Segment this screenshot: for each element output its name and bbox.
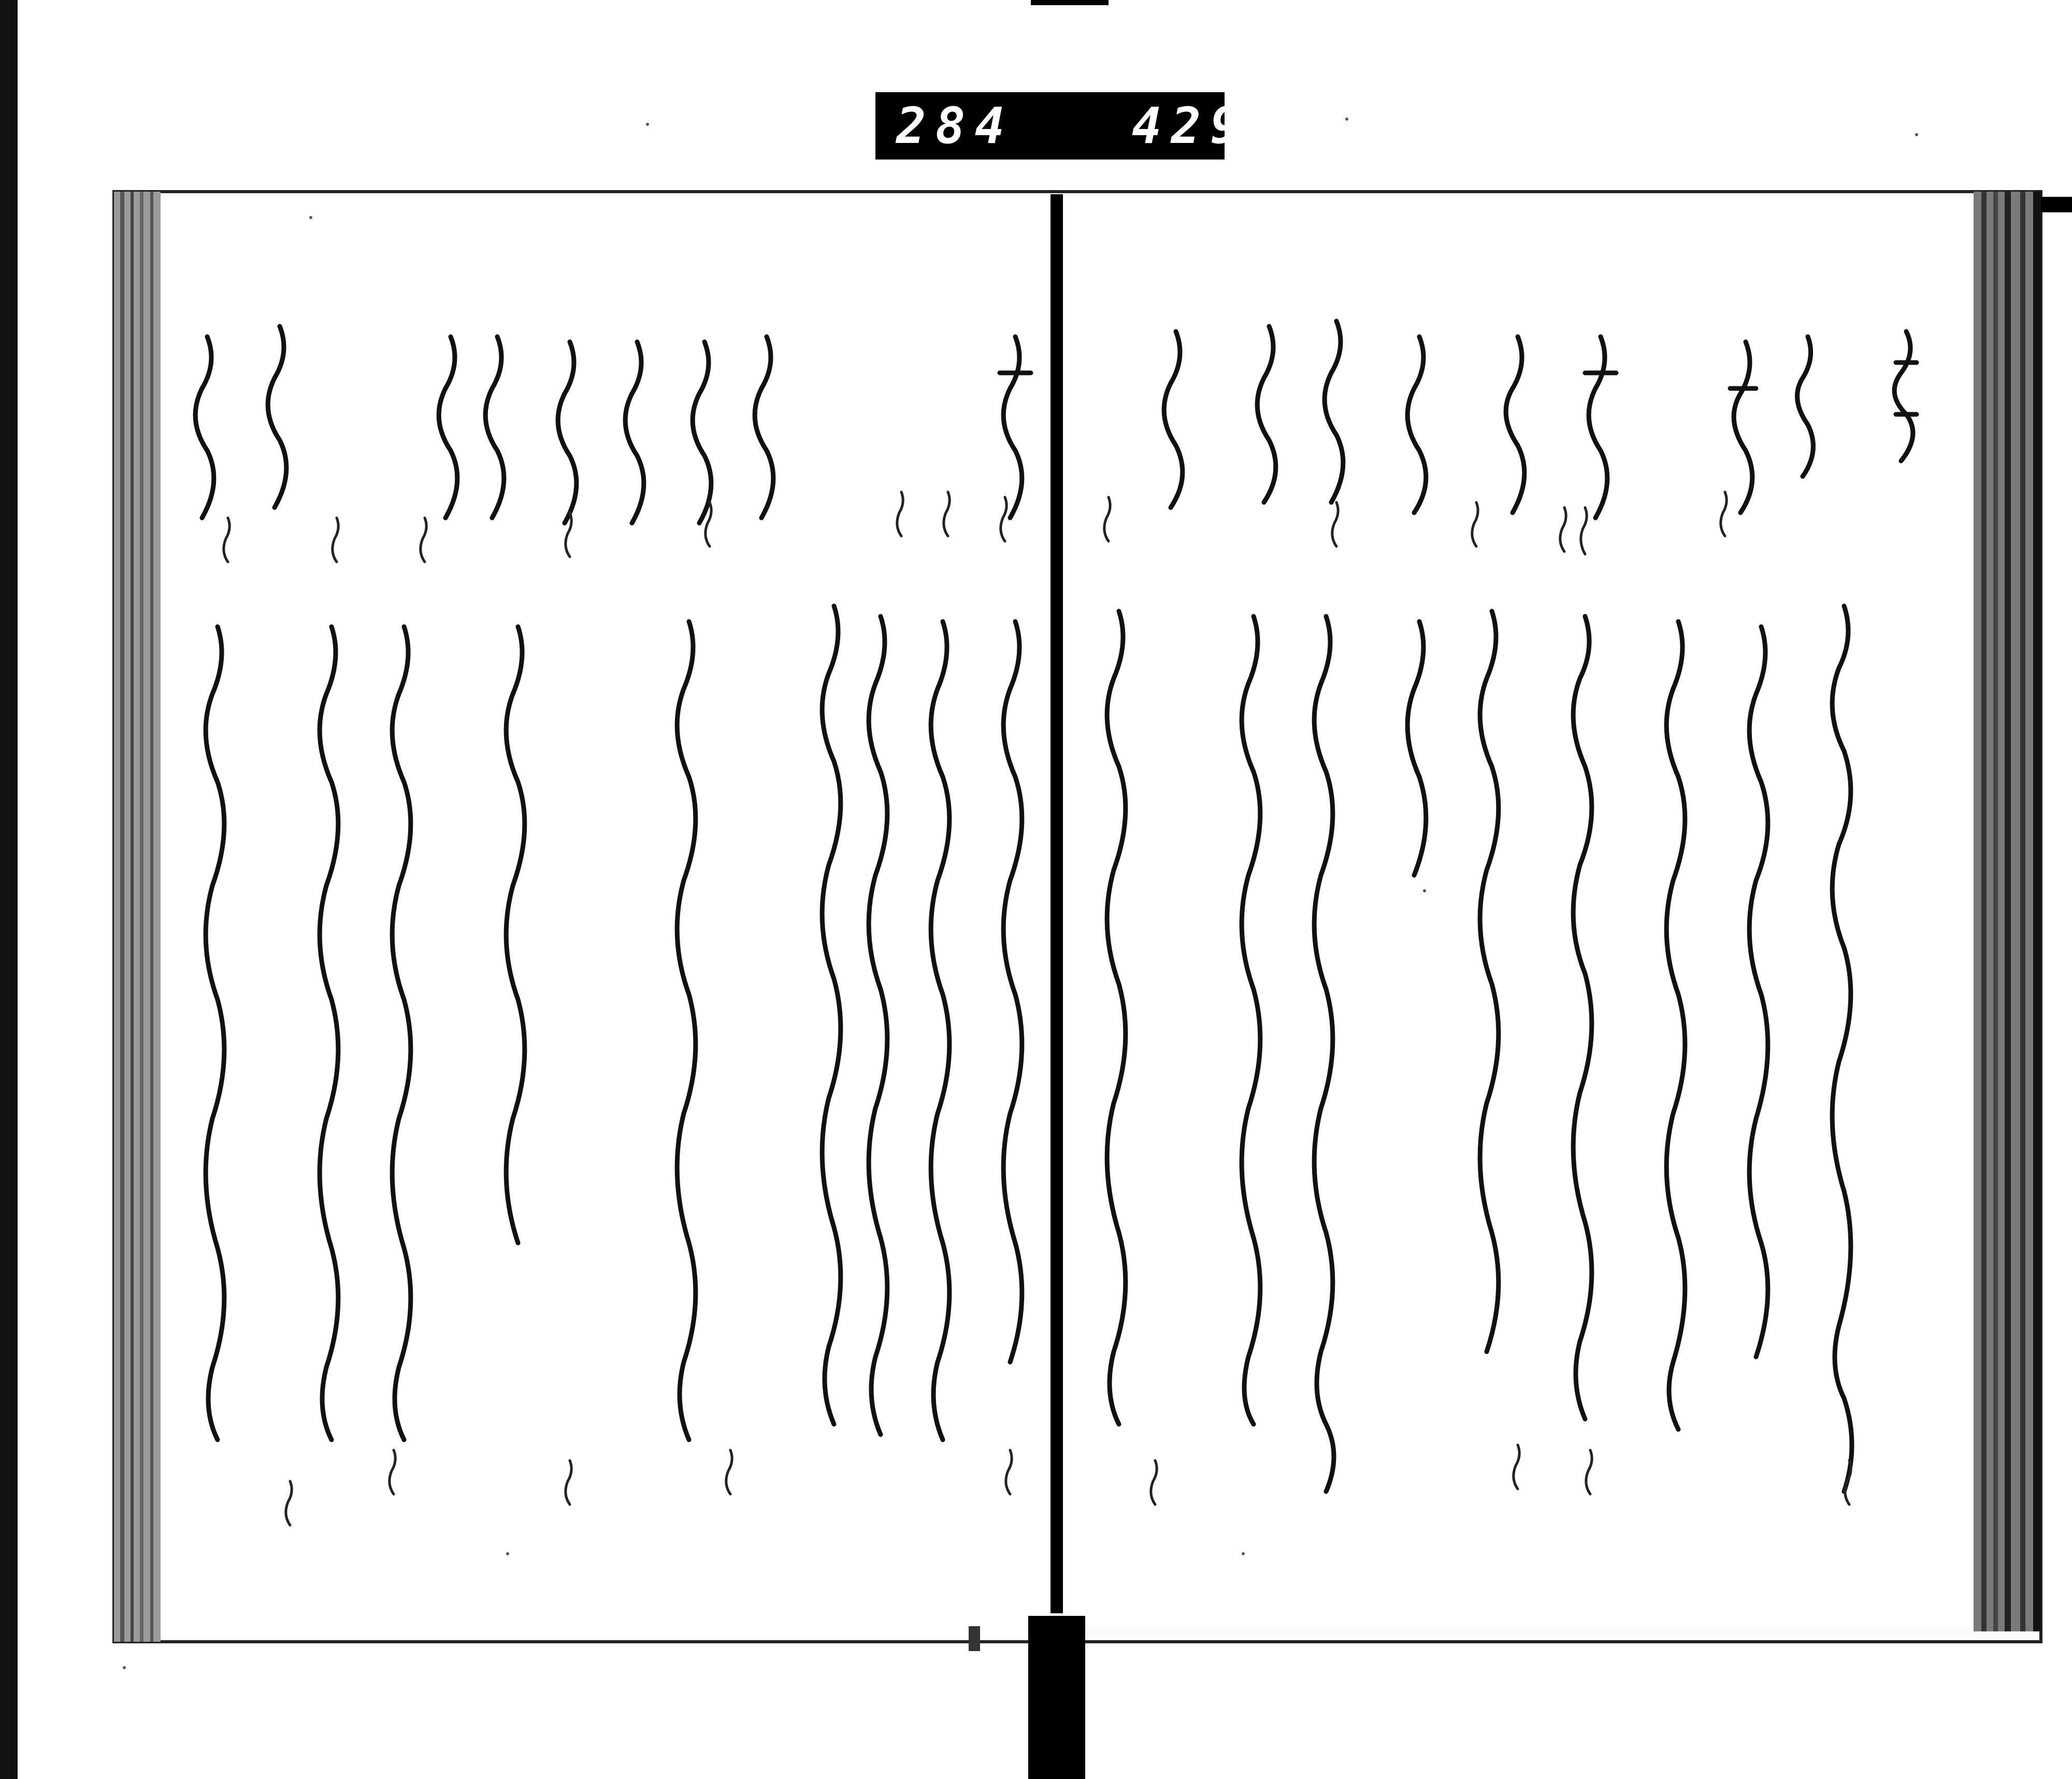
- left-page: [161, 196, 1049, 1638]
- left-page-edge-stack: [114, 192, 161, 1642]
- right-edge-clamp: [2041, 197, 2072, 212]
- right-page: [1064, 196, 1974, 1628]
- right-page-edge-stack: [1974, 192, 2041, 1631]
- right-frame-number: 429: [1131, 97, 1250, 155]
- gutter-line: [1051, 194, 1063, 1613]
- left-frame-number: 284: [896, 97, 1014, 155]
- small-bottom-mark: [969, 1626, 980, 1651]
- gutter-bottom-block: [1028, 1616, 1085, 1779]
- left-margin-strip: [0, 0, 18, 1779]
